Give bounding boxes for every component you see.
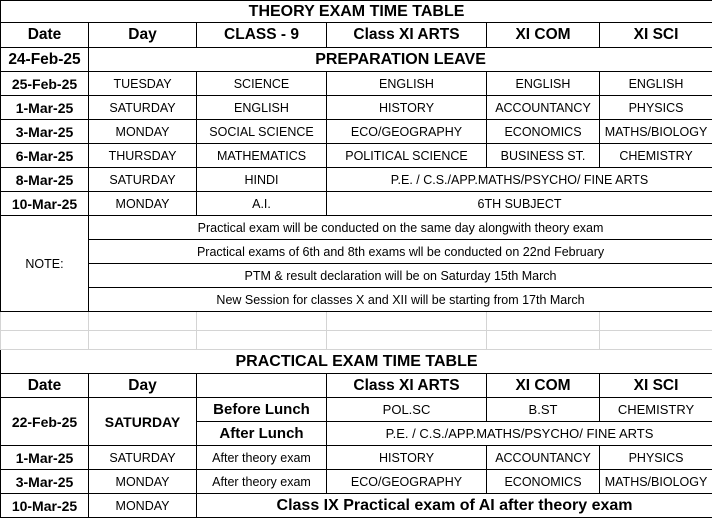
theory-sci-subject: MATHS/BIOLOGY: [600, 120, 712, 144]
theory-com-subject: BUSINESS ST.: [487, 144, 600, 168]
theory-header-com: XI COM: [487, 23, 600, 48]
theory-day: TUESDAY: [89, 72, 197, 96]
theory-date: 10-Mar-25: [1, 192, 89, 216]
practical-day: MONDAY: [89, 470, 197, 494]
practical-arts-subject: POL.SC: [327, 398, 487, 422]
theory-date: 6-Mar-25: [1, 144, 89, 168]
practical-header-date: Date: [1, 374, 89, 398]
practical-com-subject: ACCOUNTANCY: [487, 446, 600, 470]
theory-day: MONDAY: [89, 192, 197, 216]
practical-slot: After theory exam: [197, 470, 327, 494]
practical-date: 10-Mar-25: [1, 494, 89, 518]
theory-arts-subject: ENGLISH: [327, 72, 487, 96]
theory-xi-subject: 6TH SUBJECT: [327, 192, 712, 216]
theory-class9-subject: MATHEMATICS: [197, 144, 327, 168]
practical-arts-subject: HISTORY: [327, 446, 487, 470]
table-row: [1, 120, 712, 144]
theory-title: THEORY EXAM TIME TABLE: [1, 1, 712, 23]
theory-sci-subject: PHYSICS: [600, 96, 712, 120]
practical-header-day: Day: [89, 374, 197, 398]
spacer-row: [1, 312, 712, 331]
practical-header-arts: Class XI ARTS: [327, 374, 487, 398]
practical-day: SATURDAY: [89, 398, 197, 446]
theory-xi-subject: P.E. / C.S./APP.MATHS/PSYCHO/ FINE ARTS: [327, 168, 712, 192]
theory-day: THURSDAY: [89, 144, 197, 168]
table-row: [1, 96, 712, 120]
practical-xi-subject: P.E. / C.S./APP.MATHS/PSYCHO/ FINE ARTS: [327, 422, 712, 446]
practical-title: PRACTICAL EXAM TIME TABLE: [1, 350, 712, 374]
theory-class9-subject: SCIENCE: [197, 72, 327, 96]
theory-sci-subject: ENGLISH: [600, 72, 712, 96]
theory-header-sci: XI SCI: [600, 23, 712, 48]
practical-header-com: XI COM: [487, 374, 600, 398]
class9-practical-note: Class IX Practical exam of AI after theory exam: [197, 494, 712, 518]
theory-date: 8-Mar-25: [1, 168, 89, 192]
theory-date: 24-Feb-25: [1, 48, 89, 72]
theory-header-date: Date: [1, 23, 89, 48]
spacer-row: [1, 331, 712, 350]
practical-day: MONDAY: [89, 494, 197, 518]
table-row: [1, 144, 712, 168]
theory-sci-subject: CHEMISTRY: [600, 144, 712, 168]
theory-day: MONDAY: [89, 120, 197, 144]
preparation-leave: PREPARATION LEAVE: [89, 48, 712, 72]
theory-class9-subject: ENGLISH: [197, 96, 327, 120]
theory-date: 25-Feb-25: [1, 72, 89, 96]
theory-arts-subject: ECO/GEOGRAPHY: [327, 120, 487, 144]
practical-date: 1-Mar-25: [1, 446, 89, 470]
table-row: [1, 72, 712, 96]
theory-com-subject: ECONOMICS: [487, 120, 600, 144]
theory-day: SATURDAY: [89, 96, 197, 120]
table-row: [1, 446, 712, 470]
note-text: New Session for classes X and XII will be starting from 17th March: [89, 288, 712, 312]
theory-header-arts: Class XI ARTS: [327, 23, 487, 48]
theory-class9-subject: A.I.: [197, 192, 327, 216]
practical-sci-subject: MATHS/BIOLOGY: [600, 470, 712, 494]
practical-com-subject: B.ST: [487, 398, 600, 422]
theory-arts-subject: HISTORY: [327, 96, 487, 120]
table-row: [1, 398, 712, 422]
practical-header-sci: XI SCI: [600, 374, 712, 398]
note-label: NOTE:: [1, 216, 89, 312]
theory-class9-subject: HINDI: [197, 168, 327, 192]
theory-header-class9: CLASS - 9: [197, 23, 327, 48]
table-row: [1, 470, 712, 494]
practical-date: 3-Mar-25: [1, 470, 89, 494]
practical-sci-subject: PHYSICS: [600, 446, 712, 470]
theory-com-subject: ENGLISH: [487, 72, 600, 96]
theory-class9-subject: SOCIAL SCIENCE: [197, 120, 327, 144]
practical-slot: After theory exam: [197, 446, 327, 470]
practical-com-subject: ECONOMICS: [487, 470, 600, 494]
theory-date: 3-Mar-25: [1, 120, 89, 144]
practical-day: SATURDAY: [89, 446, 197, 470]
before-lunch-label: Before Lunch: [197, 398, 327, 422]
practical-arts-subject: ECO/GEOGRAPHY: [327, 470, 487, 494]
note-text: Practical exams of 6th and 8th exams wll be conducted on 22nd February: [89, 240, 712, 264]
practical-sci-subject: CHEMISTRY: [600, 398, 712, 422]
theory-day: SATURDAY: [89, 168, 197, 192]
table-row: [1, 192, 712, 216]
theory-com-subject: ACCOUNTANCY: [487, 96, 600, 120]
practical-header-slot: [197, 374, 327, 398]
practical-date: 22-Feb-25: [1, 398, 89, 446]
table-row: [1, 494, 712, 518]
theory-header-day: Day: [89, 23, 197, 48]
theory-arts-subject: POLITICAL SCIENCE: [327, 144, 487, 168]
after-lunch-label: After Lunch: [197, 422, 327, 446]
theory-date: 1-Mar-25: [1, 96, 89, 120]
note-text: Practical exam will be conducted on the same day alongwith theory exam: [89, 216, 712, 240]
note-text: PTM & result declaration will be on Saturday 15th March: [89, 264, 712, 288]
table-row: [1, 168, 712, 192]
